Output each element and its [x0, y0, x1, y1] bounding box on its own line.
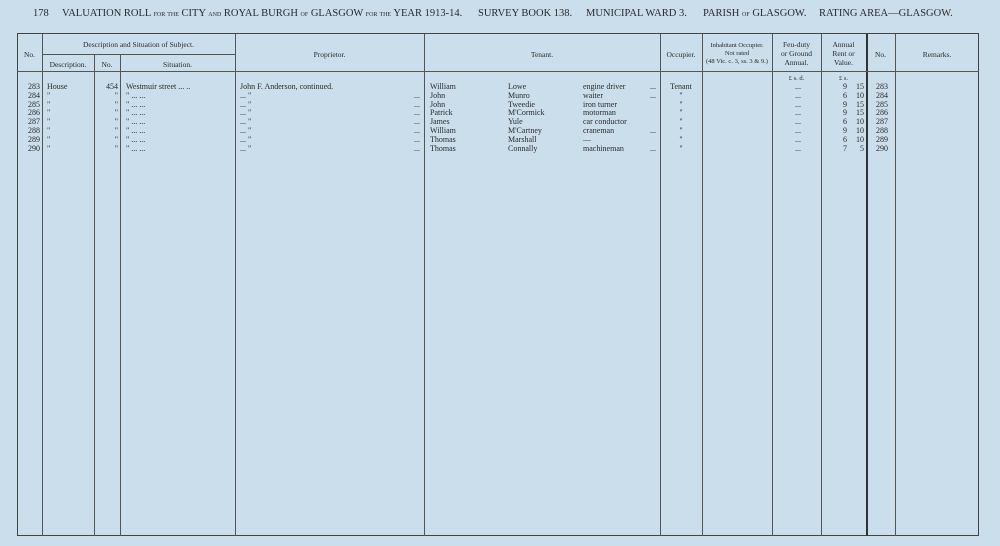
- row-situation: " ... ...: [126, 108, 146, 118]
- rule: [235, 34, 236, 536]
- row-number: 290: [28, 143, 40, 153]
- row-occ-dots: ...: [650, 82, 656, 91]
- row-house-number: ": [114, 126, 118, 135]
- col-annual-rent: Annual Rent or Value.: [832, 40, 855, 67]
- row-tenant-last: Marshall: [508, 134, 537, 144]
- row-rent-shillings: 5: [860, 143, 864, 153]
- row-situation: " ... ...: [126, 99, 146, 109]
- rule: [772, 34, 773, 536]
- rule: [660, 34, 661, 536]
- row-situation: " ... ...: [126, 126, 146, 135]
- rule: [120, 54, 121, 536]
- row-description: ": [47, 143, 51, 153]
- row-occupier: ": [679, 90, 683, 100]
- row-situation: Westmuir street ... ..: [126, 82, 191, 91]
- col-desc-group: Description and Situation of Subject.: [82, 40, 195, 49]
- row-occ-dots: ...: [650, 90, 656, 100]
- row-rent-pounds: 9: [843, 108, 847, 118]
- row-occupier: ": [679, 99, 683, 109]
- row-occupier: ": [679, 143, 683, 153]
- municipal-ward: MUNICIPAL WARD 3.: [586, 8, 687, 19]
- rent-units: £ s.: [838, 75, 849, 82]
- row-tenant-last: Lowe: [508, 82, 527, 91]
- row-tenant-first: James: [430, 117, 450, 127]
- col-remarks: Remarks.: [922, 50, 952, 59]
- row-description: ": [47, 108, 51, 118]
- row-dots: ...: [414, 108, 420, 118]
- row-feu-duty: ...: [795, 117, 801, 127]
- row-description: House: [47, 82, 68, 91]
- row-rent-pounds: 6: [843, 134, 847, 144]
- row-feu-duty: ...: [795, 143, 801, 153]
- parish: PARISH of GLASGOW.: [703, 8, 807, 19]
- row-number: 287: [28, 117, 40, 127]
- survey-book: SURVEY BOOK 138.: [478, 8, 573, 19]
- row-rent-shillings: 15: [856, 82, 864, 91]
- row-description: ": [47, 126, 51, 135]
- row-occupier: ": [679, 117, 683, 127]
- row-situation: " ... ...: [126, 90, 146, 100]
- row-tenant-occupation: motorman: [583, 108, 616, 118]
- row-number: 284: [28, 90, 40, 100]
- col-tenant: Tenant.: [530, 50, 554, 59]
- header-rule: [17, 71, 979, 72]
- row-number-right: 284: [876, 90, 888, 100]
- col-no: No.: [23, 50, 36, 59]
- row-feu-duty: ...: [795, 99, 801, 109]
- row-tenant-occupation: —: [583, 134, 591, 144]
- row-proprietor: John F. Anderson, continued.: [240, 82, 334, 91]
- col-description: Description.: [49, 60, 87, 69]
- row-number-right: 285: [876, 99, 888, 109]
- row-description: ": [47, 134, 51, 144]
- row-proprietor: ... ": [240, 90, 252, 100]
- row-tenant-last: Connally: [508, 143, 538, 153]
- row-feu-duty: ...: [795, 134, 801, 144]
- rule: [702, 34, 703, 536]
- rule: [94, 54, 95, 536]
- row-tenant-occupation: iron turner: [583, 99, 617, 109]
- row-situation: " ... ...: [126, 143, 146, 153]
- row-feu-duty: ...: [795, 126, 801, 135]
- rule: [42, 54, 235, 55]
- row-house-number: ": [114, 134, 118, 144]
- col-proprietor: Proprietor.: [313, 50, 346, 59]
- row-house-number: ": [114, 117, 118, 127]
- col-inhabitant: Inhabitant Occupier. Not rated (48 Vic. c. 3, ss. 3 & 9.): [706, 42, 768, 65]
- row-situation: " ... ...: [126, 117, 146, 127]
- row-tenant-first: William: [430, 126, 456, 135]
- row-rent-pounds: 7: [843, 143, 847, 153]
- row-rent-shillings: 10: [856, 117, 864, 127]
- row-dots: ...: [414, 143, 420, 153]
- row-tenant-last: Munro: [508, 90, 530, 100]
- col-number: No.: [101, 60, 113, 69]
- row-number: 283: [28, 82, 40, 91]
- row-description: ": [47, 90, 51, 100]
- row-rent-pounds: 9: [843, 99, 847, 109]
- row-rent-shillings: 15: [856, 108, 864, 118]
- row-tenant-last: Yule: [508, 117, 523, 127]
- row-rent-shillings: 10: [856, 134, 864, 144]
- rule: [42, 34, 43, 536]
- row-number: 288: [28, 126, 40, 135]
- col-situation: Situation.: [163, 60, 192, 69]
- row-description: ": [47, 117, 51, 127]
- row-feu-duty: ...: [795, 82, 801, 91]
- row-number-right: 287: [876, 117, 888, 127]
- row-rent-pounds: 9: [843, 126, 847, 135]
- roll-title: VALUATION ROLL for the CITY and ROYAL BURGH of GLASGOW for the YEAR 1913-14.: [62, 8, 463, 19]
- row-tenant-occupation: craneman: [583, 126, 615, 135]
- row-occupier: ": [679, 134, 683, 144]
- col-no-right: No.: [874, 50, 887, 59]
- row-number-right: 288: [876, 126, 888, 135]
- row-tenant-occupation: car conductor: [583, 117, 627, 127]
- row-dots: ...: [414, 90, 420, 100]
- row-tenant-first: John: [430, 99, 446, 109]
- rule: [895, 34, 896, 536]
- rule: [866, 34, 868, 536]
- row-tenant-first: Thomas: [430, 143, 456, 153]
- page-number: 178: [33, 8, 49, 19]
- row-description: ": [47, 99, 51, 109]
- row-rent-pounds: 6: [843, 117, 847, 127]
- row-house-number: ": [114, 90, 118, 100]
- row-dots: ...: [414, 117, 420, 127]
- row-number: 285: [28, 99, 40, 109]
- row-tenant-first: Patrick: [430, 108, 453, 118]
- row-dots: ...: [414, 126, 420, 135]
- col-occupier: Occupier.: [666, 50, 696, 59]
- rule: [821, 34, 822, 536]
- row-proprietor: ... ": [240, 99, 252, 109]
- row-tenant-first: William: [430, 82, 456, 91]
- row-tenant-occupation: engine driver: [583, 82, 626, 91]
- row-proprietor: ... ": [240, 143, 252, 153]
- row-occ-dots: ...: [650, 126, 656, 135]
- row-dots: ...: [414, 99, 420, 109]
- row-rent-pounds: 9: [843, 82, 847, 91]
- row-occupier: ": [679, 108, 683, 118]
- row-dots: ...: [414, 134, 420, 144]
- row-tenant-first: Thomas: [430, 134, 456, 144]
- row-tenant-first: John: [430, 90, 446, 100]
- rating-area: RATING AREA—GLASGOW.: [819, 8, 953, 19]
- row-number-right: 289: [876, 134, 888, 144]
- row-number: 289: [28, 134, 40, 144]
- page-header: [0, 8, 1000, 24]
- col-feu-duty: Feu-duty or Ground Annual.: [780, 40, 813, 67]
- row-rent-shillings: 10: [856, 126, 864, 135]
- row-tenant-last: Tweedie: [508, 99, 535, 109]
- row-occ-dots: ...: [650, 143, 656, 153]
- row-proprietor: ... ": [240, 108, 252, 118]
- row-number: 286: [28, 108, 40, 118]
- row-occupier: ": [679, 126, 683, 135]
- row-feu-duty: ...: [795, 90, 801, 100]
- rule: [424, 34, 425, 536]
- row-proprietor: ... ": [240, 126, 252, 135]
- row-tenant-occupation: waiter: [583, 90, 603, 100]
- row-rent-pounds: 6: [843, 90, 847, 100]
- row-situation: " ... ...: [126, 134, 146, 144]
- row-number-right: 290: [876, 143, 888, 153]
- row-house-number: ": [114, 143, 118, 153]
- row-house-number: ": [114, 108, 118, 118]
- row-occupier: Tenant: [670, 82, 692, 91]
- row-number-right: 286: [876, 108, 888, 118]
- row-tenant-last: M'Cormick: [508, 108, 545, 118]
- row-house-number: ": [114, 99, 118, 109]
- row-tenant-last: M'Cartney: [508, 126, 542, 135]
- row-proprietor: ... ": [240, 117, 252, 127]
- row-tenant-occupation: machineman: [583, 143, 624, 153]
- row-feu-duty: ...: [795, 108, 801, 118]
- row-proprietor: ... ": [240, 134, 252, 144]
- row-number-right: 283: [876, 82, 888, 91]
- row-rent-shillings: 10: [856, 90, 864, 100]
- row-rent-shillings: 15: [856, 99, 864, 109]
- row-house-number: 454: [106, 82, 118, 91]
- feu-units: £ s. d.: [788, 75, 805, 82]
